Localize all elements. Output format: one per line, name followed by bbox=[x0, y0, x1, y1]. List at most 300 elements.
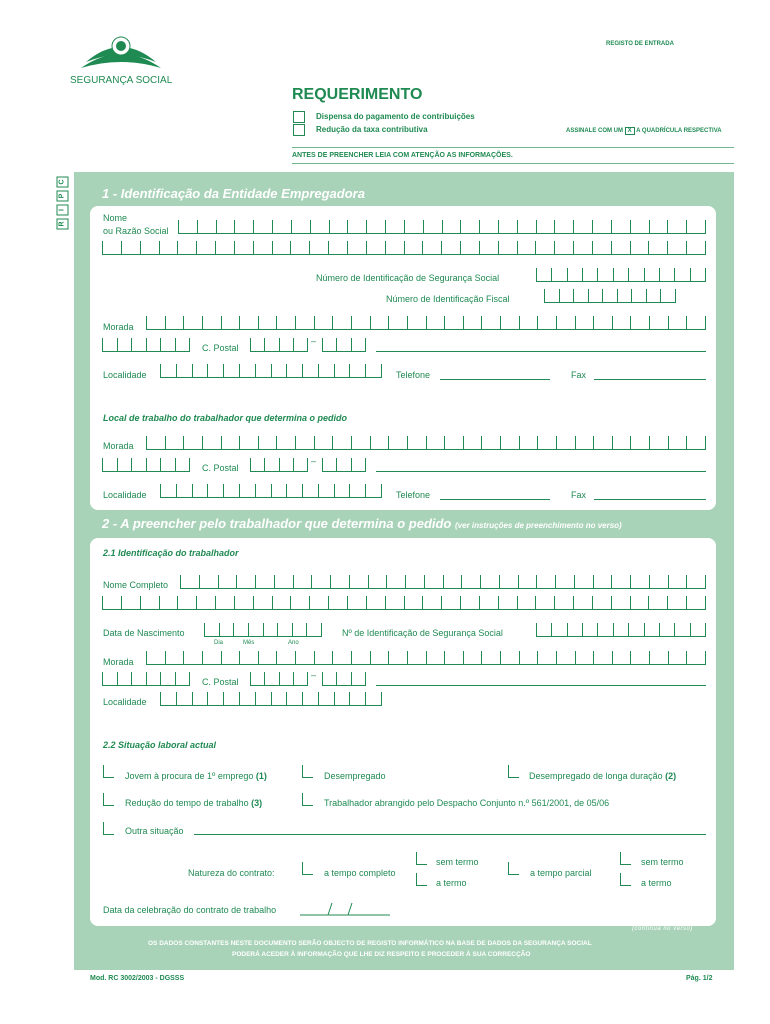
outra-checkbox[interactable] bbox=[103, 822, 114, 835]
comb-tick bbox=[404, 220, 405, 233]
comb-tick bbox=[239, 651, 240, 664]
comb-tick bbox=[196, 241, 197, 254]
comb-tick bbox=[276, 651, 277, 664]
comb-tick bbox=[215, 596, 216, 609]
morada2-label: Morada bbox=[103, 441, 134, 451]
comb-tick bbox=[117, 338, 118, 351]
comb-tick bbox=[302, 364, 303, 377]
comb-tick bbox=[649, 575, 650, 588]
data-notice-line1: OS DADOS CONSTANTES NESTE DOCUMENTO SERÃO OBJECTO DE REGISTO INFORMÁTICO NA BASE DE DADOS DA SEGURANÇA SOCIAL bbox=[148, 940, 592, 947]
comb-tick bbox=[160, 692, 161, 705]
comb-tick bbox=[535, 241, 536, 254]
comb-tick bbox=[575, 436, 576, 449]
localidade2-label: Localidade bbox=[103, 490, 147, 500]
desempregado-checkbox[interactable] bbox=[302, 765, 313, 778]
comb-tick bbox=[705, 651, 706, 664]
comb-tick bbox=[648, 241, 649, 254]
comb-tick bbox=[370, 436, 371, 449]
comb-tick bbox=[197, 220, 198, 233]
comb-tick bbox=[290, 241, 291, 254]
comb-tick bbox=[274, 575, 275, 588]
cpostal3-field-a[interactable] bbox=[250, 672, 308, 686]
comb-tick bbox=[381, 692, 382, 705]
comb-tick bbox=[612, 316, 613, 329]
comb-tick bbox=[176, 692, 177, 705]
comb-tick bbox=[183, 436, 184, 449]
despacho-label: Trabalhador abrangido pelo Despacho Conjunto n.º 561/2001, de 05/06 bbox=[324, 798, 610, 808]
comb-tick bbox=[328, 241, 329, 254]
comb-tick bbox=[272, 220, 273, 233]
tempo-completo-checkbox[interactable] bbox=[302, 862, 313, 875]
cpostal2-field-b[interactable] bbox=[322, 458, 366, 472]
morada3-field-line2[interactable] bbox=[102, 672, 190, 686]
morada2-field-line2[interactable] bbox=[102, 458, 190, 472]
fax-label: Fax bbox=[571, 370, 587, 380]
comb-tick bbox=[286, 484, 287, 497]
comb-tick bbox=[537, 651, 538, 664]
localidade3-field[interactable] bbox=[160, 692, 382, 706]
outra-field[interactable] bbox=[194, 834, 706, 835]
comb-tick bbox=[556, 436, 557, 449]
comb-tick bbox=[351, 316, 352, 329]
a-termo-label: a termo bbox=[436, 878, 467, 888]
cpostal3-field-b[interactable] bbox=[322, 672, 366, 686]
comb-tick bbox=[219, 623, 220, 636]
comb-tick bbox=[705, 268, 706, 281]
comb-tick bbox=[630, 436, 631, 449]
comb-tick bbox=[307, 672, 308, 685]
morada2-field[interactable] bbox=[146, 436, 706, 450]
comb-tick bbox=[567, 623, 568, 636]
niss-field[interactable] bbox=[536, 268, 706, 282]
cpostal3-label: C. Postal bbox=[202, 677, 239, 687]
comb-tick bbox=[321, 623, 322, 636]
comb-tick bbox=[207, 484, 208, 497]
comb-tick bbox=[559, 289, 560, 302]
comb-tick bbox=[686, 596, 687, 609]
comb-tick bbox=[667, 596, 668, 609]
comb-tick bbox=[189, 458, 190, 471]
dash: – bbox=[311, 670, 317, 680]
comb-tick bbox=[318, 364, 319, 377]
comb-tick bbox=[330, 575, 331, 588]
comb-tick bbox=[175, 338, 176, 351]
comb-tick bbox=[463, 651, 464, 664]
cpostal2-field-a[interactable] bbox=[250, 458, 308, 472]
niss-label: Número de Identificação de Segurança Social bbox=[316, 273, 500, 283]
comb-tick bbox=[630, 220, 631, 233]
despacho-checkbox[interactable] bbox=[302, 793, 313, 806]
comb-tick bbox=[258, 316, 259, 329]
comb-tick bbox=[202, 651, 203, 664]
morada3-field[interactable] bbox=[146, 651, 706, 665]
comb-tick bbox=[630, 596, 631, 609]
comb-tick bbox=[276, 436, 277, 449]
comb-tick bbox=[536, 575, 537, 588]
localidade2-field[interactable] bbox=[160, 484, 382, 498]
comb-tick bbox=[165, 651, 166, 664]
comb-tick bbox=[239, 484, 240, 497]
sem-termo2-checkbox[interactable] bbox=[620, 852, 631, 865]
comb-tick bbox=[517, 241, 518, 254]
nif-field[interactable] bbox=[544, 289, 676, 303]
section1-title: 1 - Identificação da Entidade Empregadora bbox=[102, 186, 365, 201]
comb-tick bbox=[276, 316, 277, 329]
comb-tick bbox=[131, 672, 132, 685]
comb-tick bbox=[366, 220, 367, 233]
comb-tick bbox=[388, 316, 389, 329]
comb-tick bbox=[381, 364, 382, 377]
dash: – bbox=[311, 336, 317, 346]
comb-tick bbox=[234, 220, 235, 233]
a-termo2-checkbox[interactable] bbox=[620, 873, 631, 886]
comb-tick bbox=[272, 241, 273, 254]
niss-trabalhador-field[interactable] bbox=[536, 623, 706, 637]
comb-tick bbox=[314, 651, 315, 664]
option-dispensa-label: Dispensa do pagamento de contribuições bbox=[316, 112, 475, 121]
comb-tick bbox=[310, 220, 311, 233]
comb-tick bbox=[519, 316, 520, 329]
comb-tick bbox=[551, 623, 552, 636]
comb-tick bbox=[271, 692, 272, 705]
comb-tick bbox=[271, 364, 272, 377]
comb-tick bbox=[500, 316, 501, 329]
comb-tick bbox=[248, 623, 249, 636]
fax2-field[interactable] bbox=[594, 499, 706, 500]
comb-tick bbox=[674, 623, 675, 636]
comb-tick bbox=[649, 651, 650, 664]
comb-tick bbox=[250, 338, 251, 351]
comb-tick bbox=[349, 575, 350, 588]
page-number: Pág. 1/2 bbox=[686, 975, 713, 982]
comb-tick bbox=[481, 651, 482, 664]
comb-tick bbox=[160, 672, 161, 685]
telefone2-field[interactable] bbox=[440, 499, 550, 500]
comb-tick bbox=[518, 575, 519, 588]
comb-tick bbox=[255, 575, 256, 588]
comb-tick bbox=[286, 364, 287, 377]
comb-tick bbox=[613, 623, 614, 636]
comb-tick bbox=[592, 596, 593, 609]
data-celebracao-field[interactable] bbox=[300, 902, 392, 914]
comb-tick bbox=[334, 692, 335, 705]
comb-tick bbox=[183, 316, 184, 329]
cpostal3-designation-line[interactable] bbox=[376, 685, 706, 686]
dash: – bbox=[311, 456, 317, 466]
comb-tick bbox=[234, 596, 235, 609]
comb-tick bbox=[121, 241, 122, 254]
comb-tick bbox=[463, 436, 464, 449]
comb-tick bbox=[196, 596, 197, 609]
comb-tick bbox=[668, 316, 669, 329]
comb-tick bbox=[385, 596, 386, 609]
comb-tick bbox=[519, 651, 520, 664]
cpostal2-designation-line[interactable] bbox=[376, 471, 706, 472]
fax-field[interactable] bbox=[594, 379, 706, 380]
comb-tick bbox=[146, 651, 147, 664]
comb-tick bbox=[404, 241, 405, 254]
comb-tick bbox=[498, 241, 499, 254]
comb-tick bbox=[536, 268, 537, 281]
comb-tick bbox=[239, 436, 240, 449]
cpostal-field-a[interactable] bbox=[250, 338, 308, 352]
comb-tick bbox=[368, 575, 369, 588]
comb-tick bbox=[574, 575, 575, 588]
comb-tick bbox=[329, 220, 330, 233]
comb-tick bbox=[349, 364, 350, 377]
comb-tick bbox=[192, 484, 193, 497]
ripc-code: C P I R bbox=[57, 176, 68, 230]
comb-tick bbox=[347, 596, 348, 609]
nome-field[interactable] bbox=[178, 220, 706, 234]
divider bbox=[292, 147, 734, 148]
comb-tick bbox=[660, 289, 661, 302]
desempregado-label: Desempregado bbox=[324, 771, 386, 781]
comb-tick bbox=[192, 364, 193, 377]
morada-label: Morada bbox=[103, 322, 134, 332]
comb-tick bbox=[223, 364, 224, 377]
comb-tick bbox=[573, 289, 574, 302]
comb-tick bbox=[336, 338, 337, 351]
comb-tick bbox=[102, 241, 103, 254]
comb-tick bbox=[271, 484, 272, 497]
comb-tick bbox=[349, 484, 350, 497]
comb-tick bbox=[264, 672, 265, 685]
cpostal-label: C. Postal bbox=[202, 343, 239, 353]
comb-tick bbox=[536, 220, 537, 233]
desemp-longa-label: Desempregado de longa duração (2) bbox=[529, 771, 677, 781]
comb-tick bbox=[318, 692, 319, 705]
comb-tick bbox=[686, 575, 687, 588]
comb-tick bbox=[444, 651, 445, 664]
comb-tick bbox=[407, 316, 408, 329]
option-dispensa-checkbox[interactable] bbox=[293, 111, 305, 123]
comb-tick bbox=[686, 220, 687, 233]
tempo-parcial-checkbox[interactable] bbox=[508, 862, 519, 875]
comb-tick bbox=[649, 436, 650, 449]
comb-tick bbox=[499, 575, 500, 588]
localidade-field[interactable] bbox=[160, 364, 382, 378]
sem-termo-checkbox[interactable] bbox=[416, 852, 427, 865]
comb-tick bbox=[592, 220, 593, 233]
nome-completo-label: Nome Completo bbox=[103, 580, 169, 590]
comb-tick bbox=[705, 623, 706, 636]
morada-field-line2[interactable] bbox=[102, 338, 190, 352]
desemp-longa-checkbox[interactable] bbox=[508, 765, 519, 778]
cpostal-field-b[interactable] bbox=[322, 338, 366, 352]
comb-tick bbox=[686, 436, 687, 449]
comb-tick bbox=[239, 316, 240, 329]
comb-tick bbox=[705, 596, 706, 609]
comb-tick bbox=[293, 458, 294, 471]
comb-tick bbox=[351, 672, 352, 685]
comb-tick bbox=[365, 364, 366, 377]
data-celebracao-label: Data da celebração do contrato de trabalho bbox=[103, 905, 277, 915]
comb-tick bbox=[255, 364, 256, 377]
comb-tick bbox=[630, 575, 631, 588]
comb-tick bbox=[218, 575, 219, 588]
comb-tick bbox=[628, 623, 629, 636]
comb-tick bbox=[160, 484, 161, 497]
comb-tick bbox=[573, 596, 574, 609]
comb-tick bbox=[314, 436, 315, 449]
comb-tick bbox=[279, 672, 280, 685]
sem-termo2-label: sem termo bbox=[641, 857, 684, 867]
comb-tick bbox=[592, 241, 593, 254]
comb-tick bbox=[365, 692, 366, 705]
comb-tick bbox=[555, 575, 556, 588]
comb-tick bbox=[381, 484, 382, 497]
comb-tick bbox=[426, 316, 427, 329]
comb-tick bbox=[567, 268, 568, 281]
morada3-label: Morada bbox=[103, 657, 134, 667]
x-box: X bbox=[625, 127, 635, 135]
comb-tick bbox=[705, 436, 706, 449]
comb-tick bbox=[573, 241, 574, 254]
comb-tick bbox=[537, 436, 538, 449]
comb-tick bbox=[630, 651, 631, 664]
comb-tick bbox=[146, 316, 147, 329]
comb-tick bbox=[631, 289, 632, 302]
comb-tick bbox=[649, 220, 650, 233]
comb-tick bbox=[293, 338, 294, 351]
tempo-completo-label: a tempo completo bbox=[324, 868, 396, 878]
comb-tick bbox=[593, 651, 594, 664]
comb-tick bbox=[644, 623, 645, 636]
comb-tick bbox=[422, 241, 423, 254]
a-termo-checkbox[interactable] bbox=[416, 873, 427, 886]
comb-tick bbox=[159, 241, 160, 254]
comb-tick bbox=[460, 241, 461, 254]
comb-tick bbox=[388, 651, 389, 664]
comb-tick bbox=[668, 575, 669, 588]
comb-tick bbox=[221, 316, 222, 329]
comb-tick bbox=[667, 241, 668, 254]
comb-tick bbox=[424, 575, 425, 588]
comb-tick bbox=[223, 692, 224, 705]
morada-field[interactable] bbox=[146, 316, 706, 330]
comb-tick bbox=[444, 316, 445, 329]
comb-tick bbox=[537, 316, 538, 329]
comb-tick bbox=[611, 220, 612, 233]
jovem-checkbox[interactable] bbox=[103, 765, 114, 778]
sub2-title: 2.2 Situação laboral actual bbox=[103, 740, 217, 750]
comb-tick bbox=[146, 436, 147, 449]
comb-tick bbox=[253, 596, 254, 609]
logo-icon bbox=[76, 34, 166, 74]
comb-tick bbox=[705, 575, 706, 588]
model-code: Mod. RC 3002/2003 - DGSSS bbox=[90, 975, 185, 982]
comb-tick bbox=[264, 458, 265, 471]
nome-field-line2[interactable] bbox=[102, 241, 706, 255]
comb-tick bbox=[423, 220, 424, 233]
comb-tick bbox=[602, 289, 603, 302]
comb-tick bbox=[176, 484, 177, 497]
comb-tick bbox=[175, 672, 176, 685]
comb-tick bbox=[336, 672, 337, 685]
comb-tick bbox=[302, 484, 303, 497]
comb-tick bbox=[544, 289, 545, 302]
comb-tick bbox=[385, 241, 386, 254]
localidade-label: Localidade bbox=[103, 370, 147, 380]
outra-label: Outra situação bbox=[125, 826, 184, 836]
comb-tick bbox=[221, 651, 222, 664]
option-reducao-label: Redução da taxa contributiva bbox=[316, 125, 428, 134]
reducao-checkbox[interactable] bbox=[103, 793, 114, 806]
registo-entrada: REGISTO DE ENTRADA bbox=[606, 41, 674, 47]
comb-tick bbox=[255, 484, 256, 497]
cpostal-designation-line[interactable] bbox=[376, 351, 706, 352]
comb-tick bbox=[146, 458, 147, 471]
cpostal2-label: C. Postal bbox=[202, 463, 239, 473]
comb-tick bbox=[659, 268, 660, 281]
comb-tick bbox=[588, 289, 589, 302]
data-nascimento-field[interactable] bbox=[204, 623, 322, 637]
comb-tick bbox=[611, 241, 612, 254]
comb-tick bbox=[121, 596, 122, 609]
comb-tick bbox=[628, 268, 629, 281]
comb-tick bbox=[291, 220, 292, 233]
comb-tick bbox=[180, 575, 181, 588]
comb-tick bbox=[370, 316, 371, 329]
comb-tick bbox=[295, 651, 296, 664]
comb-tick bbox=[630, 316, 631, 329]
comb-tick bbox=[582, 623, 583, 636]
comb-tick bbox=[102, 338, 103, 351]
data-nascimento-label: Data de Nascimento bbox=[103, 628, 185, 638]
comb-tick bbox=[309, 596, 310, 609]
comb-tick bbox=[479, 241, 480, 254]
comb-tick bbox=[202, 436, 203, 449]
option-reducao-checkbox[interactable] bbox=[293, 124, 305, 136]
comb-tick bbox=[307, 338, 308, 351]
comb-tick bbox=[322, 672, 323, 685]
tempo-parcial-label: a tempo parcial bbox=[530, 868, 592, 878]
comb-tick bbox=[463, 316, 464, 329]
comb-tick bbox=[175, 458, 176, 471]
comb-tick bbox=[292, 623, 293, 636]
comb-tick bbox=[575, 316, 576, 329]
comb-tick bbox=[686, 651, 687, 664]
comb-tick bbox=[176, 364, 177, 377]
comb-tick bbox=[612, 651, 613, 664]
comb-tick bbox=[441, 241, 442, 254]
telefone2-label: Telefone bbox=[396, 490, 431, 500]
comb-tick bbox=[117, 458, 118, 471]
nome-completo-field-line2[interactable] bbox=[102, 596, 706, 610]
comb-tick bbox=[351, 651, 352, 664]
comb-tick bbox=[705, 241, 706, 254]
section2-title: 2 - A preencher pelo trabalhador que determina o pedido (ver instruções de preenchimento no verso) bbox=[102, 516, 622, 531]
comb-tick bbox=[444, 436, 445, 449]
comb-tick bbox=[140, 241, 141, 254]
telefone-field[interactable] bbox=[440, 379, 550, 380]
comb-tick bbox=[239, 364, 240, 377]
comb-tick bbox=[554, 241, 555, 254]
comb-tick bbox=[263, 623, 264, 636]
comb-tick bbox=[675, 289, 676, 302]
date-slashes bbox=[300, 902, 392, 916]
comb-tick bbox=[117, 672, 118, 685]
comb-tick bbox=[332, 316, 333, 329]
dia-label: Dia bbox=[214, 640, 224, 646]
comb-tick bbox=[441, 596, 442, 609]
comb-tick bbox=[480, 575, 481, 588]
comb-tick bbox=[223, 484, 224, 497]
nome-completo-field[interactable] bbox=[180, 575, 706, 589]
comb-tick bbox=[306, 623, 307, 636]
comb-tick bbox=[216, 220, 217, 233]
